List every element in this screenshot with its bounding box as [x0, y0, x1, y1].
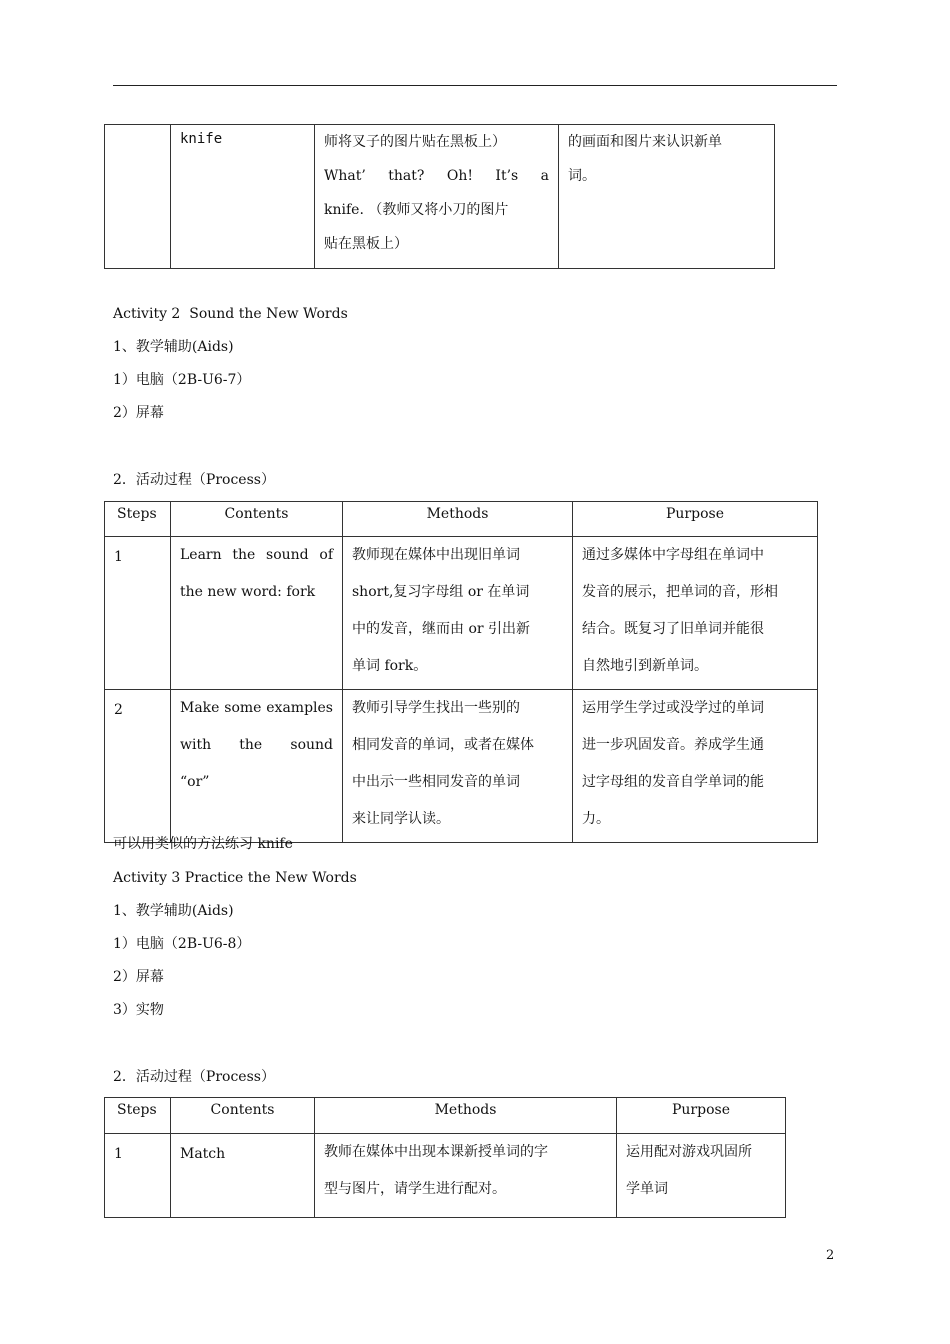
table-header-row [105, 502, 818, 537]
activity2-aid-1: 1）电脑（2B-U6-7） [113, 372, 251, 388]
activity3-aid-3: 3）实物 [113, 1002, 164, 1018]
table-header-row [105, 1098, 786, 1134]
purpose-cell [573, 690, 818, 843]
methods-line: 中出示一些相同发音的单词 [352, 774, 520, 790]
step-cell: 1 [105, 1134, 171, 1218]
header-purpose: Purpose [573, 502, 818, 537]
header-steps: Steps [105, 502, 171, 537]
table-row [105, 537, 818, 690]
methods-line: short,复习字母组 or 在单词 [352, 584, 530, 600]
header-contents: Contents [171, 502, 343, 537]
activity2-aid-2: 2）屏幕 [113, 405, 164, 421]
activity3-aid-2: 2）屏幕 [113, 969, 164, 985]
methods-line: 单词 fork。 [352, 658, 428, 674]
step-cell [105, 125, 171, 269]
methods-line: 师将叉子的图片贴在黑板上） [324, 134, 506, 150]
activity2-title: Activity 2 Sound the New Words [113, 306, 348, 322]
page-number: 2 [826, 1248, 835, 1263]
header-methods: Methods [315, 1098, 617, 1134]
purpose-line: 结合。既复习了旧单词并能很 [582, 621, 764, 637]
purpose-cell [559, 125, 775, 269]
purpose-line: 词。 [568, 168, 596, 184]
content-cell: Match [171, 1134, 315, 1218]
header-steps: Steps [105, 1098, 171, 1134]
header-methods: Methods [343, 502, 573, 537]
activity3-process-heading: 2．活动过程（Process） [113, 1069, 275, 1085]
activity3-aids-heading: 1、教学辅助(Aids) [113, 903, 234, 919]
table-row [105, 125, 775, 269]
methods-line: 型与图片，请学生进行配对。 [324, 1181, 506, 1197]
table-activity2 [104, 501, 818, 843]
purpose-line: 自然地引到新单词。 [582, 658, 708, 674]
content-cell [171, 537, 343, 690]
methods-line: knife. （教师又将小刀的图片 [324, 202, 509, 218]
content-cell [171, 690, 343, 843]
purpose-cell [617, 1134, 786, 1218]
purpose-line: 运用学生学过或没学过的单词 [582, 700, 764, 716]
content-line: Learn the sound of [180, 547, 333, 563]
content-cell: knife [171, 125, 315, 269]
purpose-line: 进一步巩固发音。养成学生通 [582, 737, 764, 753]
purpose-line: 发音的展示，把单词的音，形相 [582, 584, 778, 600]
methods-cell [343, 537, 573, 690]
header-rule [113, 85, 837, 86]
purpose-line: 学单词 [626, 1181, 668, 1197]
purpose-cell [573, 537, 818, 690]
practice-note: 可以用类似的方法练习 knife [113, 836, 293, 852]
methods-line: 教师在媒体中出现本课新授单词的字 [324, 1144, 548, 1160]
content-line: “or” [180, 774, 210, 790]
purpose-line: 力。 [582, 811, 610, 827]
methods-line: 中的发音，继而由 or 引出新 [352, 621, 531, 637]
methods-cell [343, 690, 573, 843]
header-purpose: Purpose [617, 1098, 786, 1134]
purpose-line: 过字母组的发音自学单词的能 [582, 774, 764, 790]
activity2-aids-heading: 1、教学辅助(Aids) [113, 339, 234, 355]
header-contents: Contents [171, 1098, 315, 1134]
methods-line: 相同发音的单词，或者在媒体 [352, 737, 534, 753]
methods-cell [315, 125, 559, 269]
methods-line: 贴在黑板上） [324, 236, 408, 252]
table-continued [104, 124, 775, 269]
methods-line: 教师引导学生找出一些别的 [352, 700, 520, 716]
content-line: with the sound [180, 737, 333, 753]
step-cell: 1 [105, 537, 171, 690]
table-activity3 [104, 1097, 786, 1218]
activity2-process-heading: 2．活动过程（Process） [113, 472, 275, 488]
purpose-line: 的画面和图片来认识新单 [568, 134, 722, 150]
step-cell: 2 [105, 690, 171, 843]
methods-cell [315, 1134, 617, 1218]
content-line: Make some examples [180, 700, 333, 716]
purpose-line: 通过多媒体中字母组在单词中 [582, 547, 764, 563]
table-row [105, 690, 818, 843]
table-row [105, 1134, 786, 1218]
methods-line: 教师现在媒体中出现旧单词 [352, 547, 520, 563]
activity3-title: Activity 3 Practice the New Words [113, 870, 357, 886]
activity3-aid-1: 1）电脑（2B-U6-8） [113, 936, 251, 952]
content-line: the new word: fork [180, 584, 316, 600]
methods-line: 来让同学认读。 [352, 811, 450, 827]
purpose-line: 运用配对游戏巩固所 [626, 1144, 752, 1160]
methods-line: What’ that? Oh! It’s a [324, 168, 549, 184]
